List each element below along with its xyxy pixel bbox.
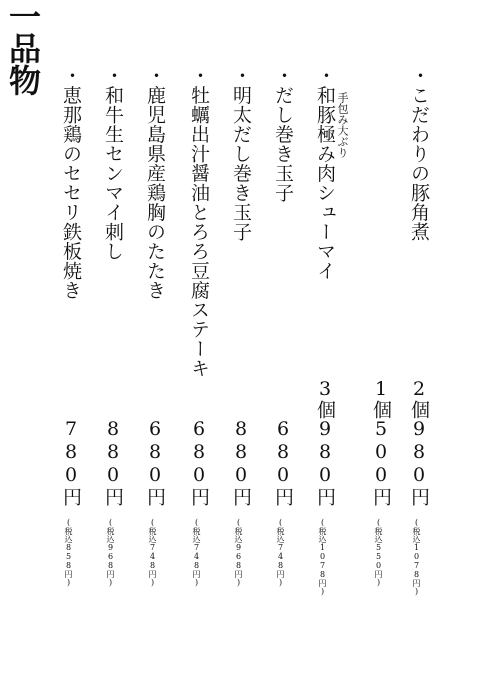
item-name: ・明太だし巻き玉子 [230, 66, 252, 242]
item-price [312, 378, 342, 618]
item-name: ・だし巻き玉子 [272, 66, 294, 203]
item-price-amount: 980円 [408, 418, 430, 507]
item-name: ・こだわりの豚角煮 [408, 66, 430, 242]
item-name: ・恵那鶏のセセリ鉄板焼き [60, 66, 82, 300]
menu-item [406, 0, 436, 700]
item-price-tax: (税込748円) [148, 518, 157, 587]
item-price-tax: (税込1078円) [318, 518, 327, 596]
item-price-tax: (税込550円) [374, 518, 383, 587]
item-price-amount: 980円 [314, 418, 336, 507]
menu-item [142, 0, 172, 700]
item-price [58, 378, 88, 618]
item-price [186, 378, 216, 618]
menu-title: 一品物 [4, 0, 42, 96]
item-price-tax: (税込968円) [234, 518, 243, 587]
menu-item [186, 0, 216, 700]
item-quantity: 1個 [370, 378, 392, 419]
menu-item [58, 0, 88, 700]
item-price-amount: 880円 [102, 418, 124, 507]
item-name: ・鹿児島県産鶏胸のたたき [144, 66, 166, 300]
item-quantity: 2個 [408, 378, 430, 419]
item-price [368, 378, 398, 618]
item-price [406, 378, 436, 618]
item-note: 手包み大ぶり [336, 92, 349, 158]
menu-item [100, 0, 130, 700]
menu-item [270, 0, 300, 700]
item-quantity: 3個 [314, 378, 336, 419]
menu-item [228, 0, 258, 700]
item-price-tax: (税込968円) [106, 518, 115, 587]
item-name: ・和豚極み肉シューマイ [314, 66, 336, 281]
item-price [142, 378, 172, 618]
item-price-amount: 680円 [188, 418, 210, 507]
item-price [100, 378, 130, 618]
item-price [270, 378, 300, 618]
item-price-amount: 680円 [144, 418, 166, 507]
item-price-amount: 500円 [370, 418, 392, 507]
menu-item [368, 0, 398, 700]
item-price-amount: 780円 [60, 418, 82, 507]
menu-item [312, 0, 349, 700]
item-price-tax: (税込1078円) [412, 518, 421, 596]
item-name: ・牡蠣出汁醤油とろろ豆腐ステーキ [188, 66, 210, 378]
item-price-amount: 880円 [230, 418, 252, 507]
item-name: ・和牛生センマイ刺し [102, 66, 124, 261]
item-price-amount: 680円 [272, 418, 294, 507]
item-price-tax: (税込858円) [64, 518, 73, 587]
item-price [228, 378, 258, 618]
item-price-tax: (税込748円) [192, 518, 201, 587]
item-price-tax: (税込748円) [276, 518, 285, 587]
